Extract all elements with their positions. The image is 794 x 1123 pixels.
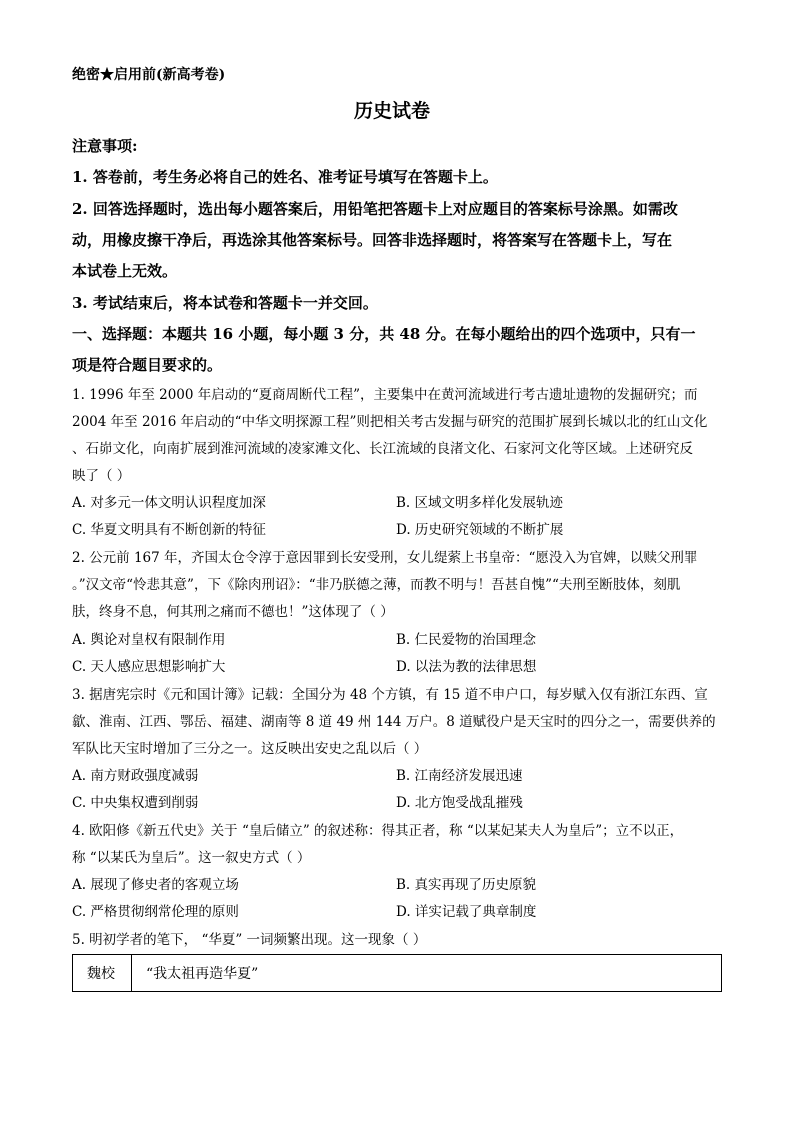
notes-line: 动，用橡皮擦干净后，再选涂其他答案标号。回答非选择题时，将答案写在答题卡上，写在 — [72, 231, 673, 249]
option-a: A. 对多元一体文明认识程度加深 — [72, 495, 266, 511]
question-text: 1. 1996 年至 2000 年启动的“夏商周断代工程”，主要集中在黄河流域进行考古遗址遗物的发掘研究；而 — [72, 387, 698, 403]
option-a: A. 舆论对皇权有限制作用 — [72, 632, 226, 648]
question-text: 2004 年至 2016 年启动的“中华文明探源工程”则把相关考古发掘与研究的范围扩展到长城以北的红山文化 — [72, 414, 708, 430]
question-text: 歙、淮南、江西、鄂岳、福建、湖南等 8 道 49 州 144 万户。8 道赋役户是天宝时的四分之一，需要供养的 — [72, 714, 716, 730]
notes-line: 2. 回答选择题时，选出每小题答案后，用铅笔把答题卡上对应题目的答案标号涂黑。如需改 — [72, 200, 678, 218]
option-c: C. 天人感应思想影响扩大 — [72, 659, 226, 675]
section-heading: 项是符合题目要求的。 — [72, 356, 223, 374]
option-b: B. 区域文明多样化发展轨迹 — [396, 495, 564, 511]
option-d: D. 历史研究领域的不断扩展 — [396, 522, 564, 538]
option-b: B. 真实再现了历史原貌 — [396, 877, 537, 893]
option-c: C. 中央集权遭到削弱 — [72, 795, 199, 811]
page-title: 历史试卷 — [354, 100, 431, 122]
option-b: B. 仁民爱物的治国理念 — [396, 632, 537, 648]
option-d: D. 详实记载了典章制度 — [396, 904, 537, 920]
question-text: 2. 公元前 167 年，齐国太仓令淳于意因罪到长安受刑，女儿缇萦上书皇帝：“愿没入为官婢，以赎父刑罪 — [72, 550, 698, 566]
option-a: A. 南方财政强度减弱 — [72, 768, 199, 784]
option-d: D. 以法为教的法律思想 — [396, 659, 537, 675]
option-c: C. 严格贯彻纲常伦理的原则 — [72, 904, 239, 920]
notes-line: 本试卷上无效。 — [72, 262, 178, 280]
question-text: 称 “以某氏为皇后”。这一叙史方式（ ） — [72, 850, 311, 866]
option-a: A. 展现了修史者的客观立场 — [72, 877, 239, 893]
question-text: 映了（ ） — [72, 468, 131, 484]
option-c: C. 华夏文明具有不断创新的特征 — [72, 522, 266, 538]
option-d: D. 北方饱受战乱摧残 — [396, 795, 523, 811]
notes-heading: 注意事项: — [72, 137, 138, 155]
quote-table — [72, 954, 722, 992]
section-heading: 一、选择题：本题共 16 小题，每小题 3 分，共 48 分。在每小题给出的四个选项中，只有一 — [72, 325, 696, 343]
table-cell-author: 魏校 — [73, 955, 132, 992]
question-text: 。”汉文帝“怜悲其意”，下《除肉刑诏》：“非乃朕德之薄，而教不明与！吾甚自愧”“夫刑至断肢体，刻肌 — [72, 577, 681, 593]
table-cell-quote: “我太祖再造华夏” — [132, 955, 722, 992]
question-text: 5. 明初学者的笔下， “华夏” 一词频繁出现。这一现象（ ） — [72, 932, 427, 948]
notes-line: 1. 答卷前，考生务必将自己的姓名、准考证号填写在答题卡上。 — [72, 168, 498, 186]
question-text: 、石峁文化，向南扩展到淮河流域的凌家滩文化、长江流域的良渚文化、石家河文化等区域。上述研究反 — [72, 441, 693, 457]
table-row — [73, 955, 722, 992]
question-text: 肤，终身不息，何其刑之痛而不德也！”这体现了（ ） — [72, 604, 394, 620]
secret-label: 绝密★启用前(新高考卷) — [72, 67, 226, 83]
question-text: 3. 据唐宪宗时《元和国计簿》记载：全国分为 48 个方镇，有 15 道不申户口，每岁赋入仅有浙江东西、宣 — [72, 687, 708, 703]
question-text: 4. 欧阳修《新五代史》关于 “皇后储立” 的叙述称：得其正者，称 “以某妃某夫人为皇后”；立不以正， — [72, 823, 684, 839]
option-b: B. 江南经济发展迅速 — [396, 768, 523, 784]
notes-line: 3. 考试结束后，将本试卷和答题卡一并交回。 — [72, 294, 378, 312]
question-text: 军队比天宝时增加了三分之一。这反映出安史之乱以后（ ） — [72, 741, 428, 757]
